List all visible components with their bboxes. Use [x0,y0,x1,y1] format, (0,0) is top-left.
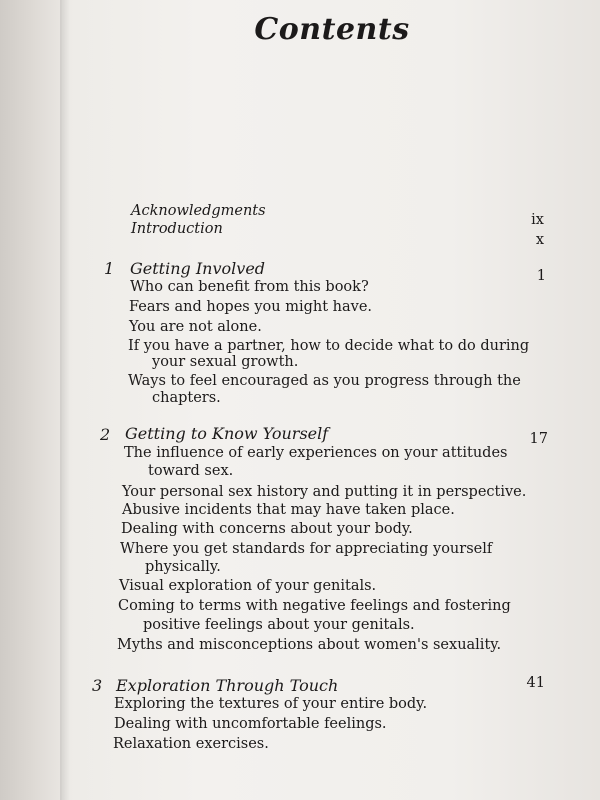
chapter-2-topic-cont: physically. [145,559,221,575]
chapter-3-topic: Dealing with uncomfortable feelings. [114,716,387,732]
chapter-1-topic: You are not alone. [129,319,262,335]
front-matter-introduction: Introduction [131,221,223,237]
chapter-2-topic: Abusive incidents that may have taken place. [122,502,455,518]
chapter-2-topic: Visual exploration of your genitals. [119,578,377,594]
chapter-2-page: 17 [529,431,548,447]
chapter-3-title: Exploration Through Touch [116,676,339,695]
chapter-1-topic: Ways to feel encouraged as you progress through the [128,373,521,389]
front-matter-introduction-page: x [535,232,544,248]
chapter-1-topic: If you have a partner, how to decide what to do during [128,338,530,354]
chapter-1-number: 1 [104,259,115,278]
chapter-2-topic: Your personal sex history and putting it in perspective. [122,484,527,500]
front-matter-acknowledgments-page: ix [531,212,544,228]
chapter-1-topic: Fears and hopes you might have. [129,299,373,315]
chapter-3-topic: Relaxation exercises. [113,736,269,752]
chapter-1-topic: Who can benefit from this book? [130,279,369,295]
front-matter-acknowledgments: Acknowledgments [131,203,266,219]
chapter-2-title: Getting to Know Yourself [125,424,329,443]
chapter-1-topic-cont: chapters. [152,390,221,406]
chapter-1-page: 1 [536,268,546,284]
chapter-2-topic: Myths and misconceptions about women's sexuality. [117,637,502,653]
chapter-2-number: 2 [100,425,111,444]
chapter-1-title: Getting Involved [130,259,266,278]
chapter-3-number: 3 [92,676,103,695]
chapter-3-topic: Exploring the textures of your entire body. [114,696,428,712]
chapter-1-topic-cont: your sexual growth. [152,354,299,370]
chapter-2-topic-cont: positive feelings about your genitals. [143,617,415,633]
chapter-2-topic: The influence of early experiences on your attitudes [124,445,508,461]
gutter-shadow [60,0,70,800]
book-gutter [0,0,62,800]
chapter-2-topic-cont: toward sex. [148,463,234,479]
chapter-3-page: 41 [526,675,545,691]
chapter-2-topic: Where you get standards for appreciating yourself [120,541,493,557]
chapter-2-topic: Dealing with concerns about your body. [121,521,413,537]
chapter-2-topic: Coming to terms with negative feelings and fostering [118,598,511,614]
page-title: Contents [254,12,410,47]
